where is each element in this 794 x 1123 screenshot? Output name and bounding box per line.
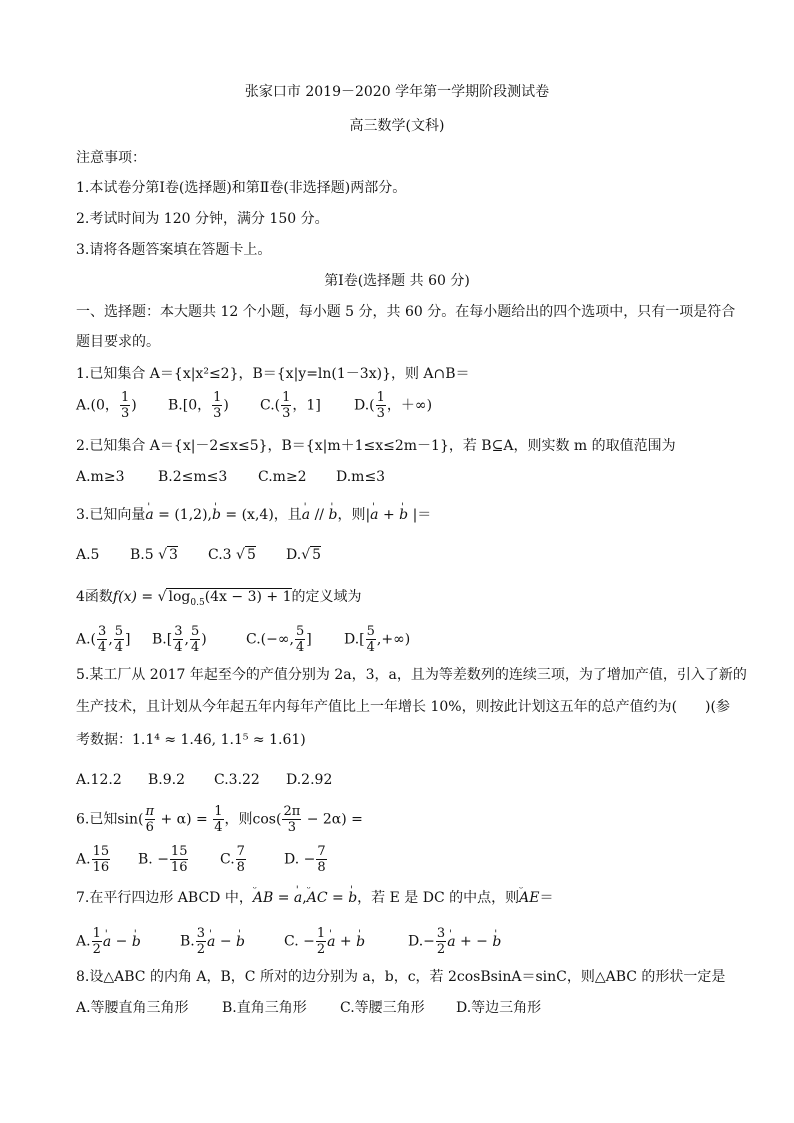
q3-option-c: C.3 √ 5 [208,547,256,563]
vector-b: ' b [212,507,221,523]
q5-option-b: B.9.2 [148,772,186,788]
q7-option-d: D.− $\frac{3}{2}$ ' a + − ' b [408,926,501,957]
question-1-stem: 1.已知集合 A＝{x|x²≤2}，B＝{x|y=ln(1－3x)}，则 A∩B＝ [76,366,470,382]
q5-option-d: D.2.92 [286,772,333,788]
q5-option-c: C.3.22 [214,772,260,788]
q3-option-d: D.√ 5 [286,547,322,563]
q2-option-b: B.2≤m≤3 [158,469,228,485]
q3-option-a: A.5 [76,547,100,563]
q1-option-b: B.[0， $\frac{1}{3}$ ) [168,390,229,421]
notice-item-1: 1.本试卷分第Ⅰ卷(选择题)和第Ⅱ卷(非选择题)两部分。 [76,180,407,196]
q2-option-c: C.m≥2 [258,469,307,485]
vector-ac: ᵕ AC [307,890,328,906]
q5-option-a: A.12.2 [76,772,122,788]
q7-option-a: A. $\frac{1}{2}$ ' a − ' b [76,926,141,957]
notice-item-3: 3.请将各题答案填在答题卡上。 [76,242,272,258]
q8-option-c: C.等腰三角形 [340,1000,425,1016]
q2-option-d: D.m≤3 [336,469,386,485]
exam-title: 张家口市 2019－2020 学年第一学期阶段测试卷 [244,84,550,100]
q6-option-b: B. − $\frac{15}{16}$ [138,844,188,875]
section-intro-line-1: 一、选择题：本大题共 12 个小题，每小题 5 分，共 60 分。在每小题给出的四个选项中，只有一项是符合 [76,304,736,320]
notice-heading: 注意事项： [76,150,146,166]
vector-a: ' a [145,507,153,523]
q4-option-d: D.[ $\frac{5}{4}$ ,+∞) [344,624,411,655]
q7-option-c: C. − $\frac{1}{2}$ ' a + ' b [284,926,365,957]
question-5-line-3: 考数据：1.1⁴ ≈ 1.46, 1.1⁵ ≈ 1.61) [76,732,306,748]
q6-option-c: C. $\frac{7}{8}$ [220,844,245,875]
q8-option-d: D.等边三角形 [456,1000,542,1016]
q4-option-c: C.(−∞, $\frac{5}{4}$ ] [246,624,312,655]
section-title: 第Ⅰ卷(选择题 共 60 分) [324,273,470,289]
q4-option-b: B.[ $\frac{3}{4}$ , $\frac{5}{4}$ ) [152,624,207,655]
q1-a-prefix: A.(0， [76,397,119,414]
question-8-stem: 8.设△ABC 的内角 A，B，C 所对的边分别为 a，b，c，若 2cosBsinA＝sinC，则△ABC 的形状一定是 [76,969,726,985]
question-3-stem: 3.已知向量' a = (1,2),' b = (x,4)，且' a // ' b，则|' a + ' b |＝ [76,505,431,525]
q3-option-b: B.5 √ 3 [130,547,178,563]
q1-option-c: C.( $\frac{1}{3}$ ，1] [260,390,321,421]
q1-a-fraction: $\frac{1}{3}$ [120,390,130,421]
q1-option-d: D.( $\frac{1}{3}$ ，＋∞) [354,390,433,421]
q8-option-b: B.直角三角形 [222,1000,307,1016]
vector-ab: ᵕ AB [253,890,273,906]
exam-subtitle: 高三数学(文科) [349,118,445,134]
notice-item-2: 2.考试时间为 120 分钟，满分 150 分。 [76,211,329,227]
q8-option-a: A.等腰直角三角形 [76,1000,189,1016]
q2-option-a: A.m≥3 [76,469,125,485]
q1-b-fraction: $\frac{1}{3}$ [213,390,222,421]
q4-option-a: A.( $\frac{3}{4}$ , $\frac{5}{4}$ ] [76,624,131,655]
question-7-stem: 7.在平行四边形 ABCD 中，ᵕ AB = ' a,ᵕ AC = ' b，若 E 是 DC 的中点，则ᵕ AE＝ [76,888,553,908]
question-4-stem: 4函数f(x) = √ $\log_{0.5}(4x - 3) + 1$的定义域为 [76,589,362,608]
question-2-stem: 2.已知集合 A＝{x|－2≤x≤5}，B＝{x|m＋1≤x≤2m－1}，若 B⊆A，则实数 m 的取值范围为 [76,438,676,454]
q6-option-d: D. − $\frac{7}{8}$ [284,844,326,875]
q6-option-a: A. $\frac{15}{16}$ [76,844,110,875]
section-intro-line-2: 题目要求的。 [76,334,160,350]
q1-d-fraction: $\frac{1}{3}$ [376,390,385,421]
q1-c-fraction: $\frac{1}{3}$ [282,390,291,421]
question-6-stem: 6.已知sin( $\frac{\pi}{6}$ + α) = $\frac{1}{4}$ ，则cos( $\frac{2\pi}{3}$ − 2α) = [76,804,363,835]
question-5-line-2: 生产技术，且计划从今年起五年内每年产值比上一年增长 10%，则按此计划这五年的总产值约为( )(参 [76,699,730,715]
q1-option-a: A.(0， $\frac{1}{3}$ ) [76,390,137,421]
question-5-line-1: 5.某工厂从 2017 年起至今的产值分别为 2a，3，a，且为等差数列的连续三项，为了增加产值，引入了新的 [76,667,747,683]
vector-ae: ᵕ AE [519,890,539,906]
q7-option-b: B. $\frac{3}{2}$ ' a − ' b [180,926,245,957]
